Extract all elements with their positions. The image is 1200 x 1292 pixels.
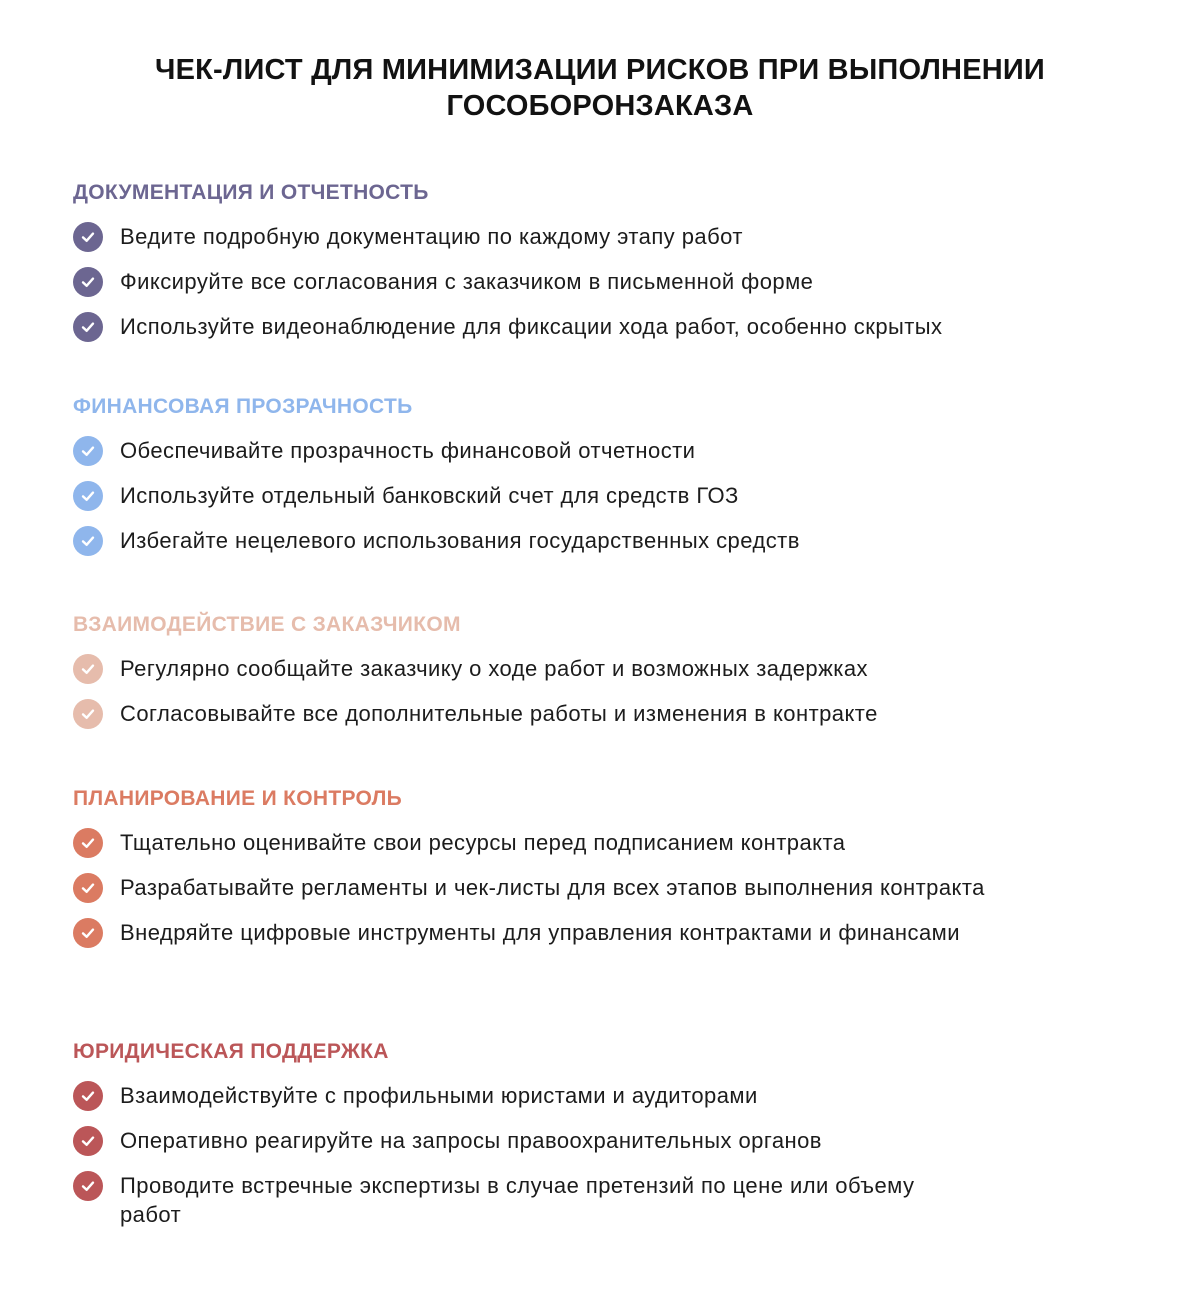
checklist (73, 436, 1163, 556)
check-circle-icon (73, 526, 103, 556)
checklist-item-text: Обеспечивайте прозрачность финансовой отчетности (120, 438, 696, 463)
checklist-item (73, 1171, 1163, 1229)
checklist-item (73, 526, 1163, 556)
checklist-item-text: Согласовывайте все дополнительные работы и изменения в контракте (120, 701, 878, 726)
checklist-item (73, 828, 1163, 858)
section-heading: ЮРИДИЧЕСКАЯ ПОДДЕРЖКА (73, 1040, 389, 1063)
check-circle-icon (73, 1126, 103, 1156)
checklist-item (73, 267, 1163, 297)
check-circle-icon (73, 1081, 103, 1111)
check-circle-icon (73, 312, 103, 342)
checklist-item (73, 654, 1163, 684)
checklist-item-text: Оперативно реагируйте на запросы правоохранительных органов (120, 1128, 822, 1153)
checklist (73, 222, 1163, 342)
checklist-item-text: Ведите подробную документацию по каждому этапу работ (120, 224, 743, 249)
checklist-item-text: Используйте видеонаблюдение для фиксации хода работ, особенно скрытых (120, 314, 943, 339)
checklist-item-text: Регулярно сообщайте заказчику о ходе работ и возможных задержках (120, 656, 868, 681)
checklist-item-text: Фиксируйте все согласования с заказчиком в письменной форме (120, 269, 814, 294)
checklist-item (73, 481, 1163, 511)
checklist-item (73, 312, 1163, 342)
check-circle-icon (73, 828, 103, 858)
section-financial-transparency (73, 394, 1163, 571)
checklist-item (73, 436, 1163, 466)
section-customer-interaction (73, 612, 1163, 744)
checklist-item (73, 222, 1163, 252)
check-circle-icon (73, 654, 103, 684)
page-title-line-2: ГОСОБОРОНЗАКАЗА (446, 90, 754, 122)
checklist-item-text: Используйте отдельный банковский счет для средств ГОЗ (120, 483, 739, 508)
check-circle-icon (73, 436, 103, 466)
check-circle-icon (73, 699, 103, 729)
checklist-item (73, 1081, 1163, 1111)
section-heading: ДОКУМЕНТАЦИЯ И ОТЧЕТНОСТЬ (73, 181, 429, 204)
section-heading: ВЗАИМОДЕЙСТВИЕ С ЗАКАЗЧИКОМ (73, 613, 461, 636)
checklist-item-text: Взаимодействуйте с профильными юристами и аудиторами (120, 1083, 758, 1108)
check-circle-icon (73, 1171, 103, 1201)
section-planning-control (73, 786, 1163, 963)
check-circle-icon (73, 222, 103, 252)
checklist (73, 654, 1163, 729)
section-heading: ФИНАНСОВАЯ ПРОЗРАЧНОСТЬ (73, 395, 413, 418)
checklist-item-text: Внедряйте цифровые инструменты для управления контрактами и финансами (120, 920, 960, 945)
checklist-item-text: Проводите встречные экспертизы в случае претензий по цене или объему работ (120, 1173, 915, 1227)
checklist-item (73, 1126, 1163, 1156)
page-title (0, 52, 1200, 124)
checklist-item-text: Разрабатывайте регламенты и чек-листы для всех этапов выполнения контракта (120, 875, 985, 900)
section-documentation (73, 180, 1163, 357)
section-heading: ПЛАНИРОВАНИЕ И КОНТРОЛЬ (73, 787, 403, 810)
check-circle-icon (73, 918, 103, 948)
checklist (73, 1081, 1163, 1229)
check-circle-icon (73, 267, 103, 297)
check-circle-icon (73, 873, 103, 903)
checklist-item-text: Тщательно оценивайте свои ресурсы перед подписанием контракта (120, 830, 846, 855)
checklist (73, 828, 1163, 948)
checklist-item (73, 873, 1163, 903)
checklist-item (73, 918, 1163, 948)
checklist-item (73, 699, 1163, 729)
section-legal-support (73, 1039, 1163, 1244)
checklist-item-text: Избегайте нецелевого использования государственных средств (120, 528, 800, 553)
page-title-line-1: ЧЕК-ЛИСТ ДЛЯ МИНИМИЗАЦИИ РИСКОВ ПРИ ВЫПОЛНЕНИИ (155, 54, 1045, 86)
check-circle-icon (73, 481, 103, 511)
